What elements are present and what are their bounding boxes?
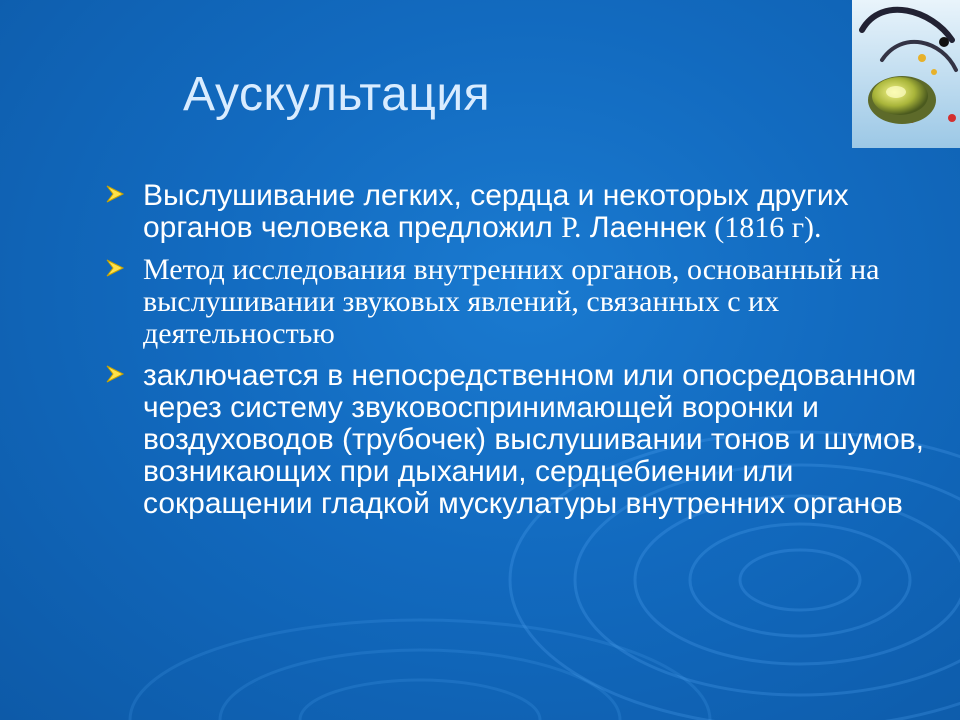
arrowhead-icon xyxy=(105,184,125,204)
bullet-1-part-2: Р. xyxy=(561,211,582,244)
bullet-item-2 xyxy=(105,254,950,350)
arrowhead-icon xyxy=(105,258,125,278)
bullet-text-3: заключается в непосредственном или опосредованном через систему звуковоспринимающей воронки и воздуховодов (трубочек) выслушивании тонов и шумов, возникающих при дыхании, сердцебиении или сокращении гладкой мускулатуры внутренних органов xyxy=(143,359,924,520)
bullet-1-part-3: Лаеннек xyxy=(581,211,715,244)
bullet-text-2: Метод исследования внутренних органов, основанный на выслушивании звуковых явлений, связанных с их деятельностью xyxy=(143,253,880,350)
bullet-item-1 xyxy=(105,180,950,244)
bullet-text-1 xyxy=(143,180,950,244)
bullet-1-part-1: Выслушивание легких, сердца и некоторых других органов человека предложил xyxy=(143,179,849,244)
arrowhead-icon xyxy=(105,364,125,384)
bullet-item-3 xyxy=(105,360,950,520)
bullet-1-part-4: (1816 г). xyxy=(714,211,822,244)
slide-title: Аускультация xyxy=(183,68,491,121)
stethoscope-icon xyxy=(852,0,960,148)
bullet-list xyxy=(105,180,950,530)
